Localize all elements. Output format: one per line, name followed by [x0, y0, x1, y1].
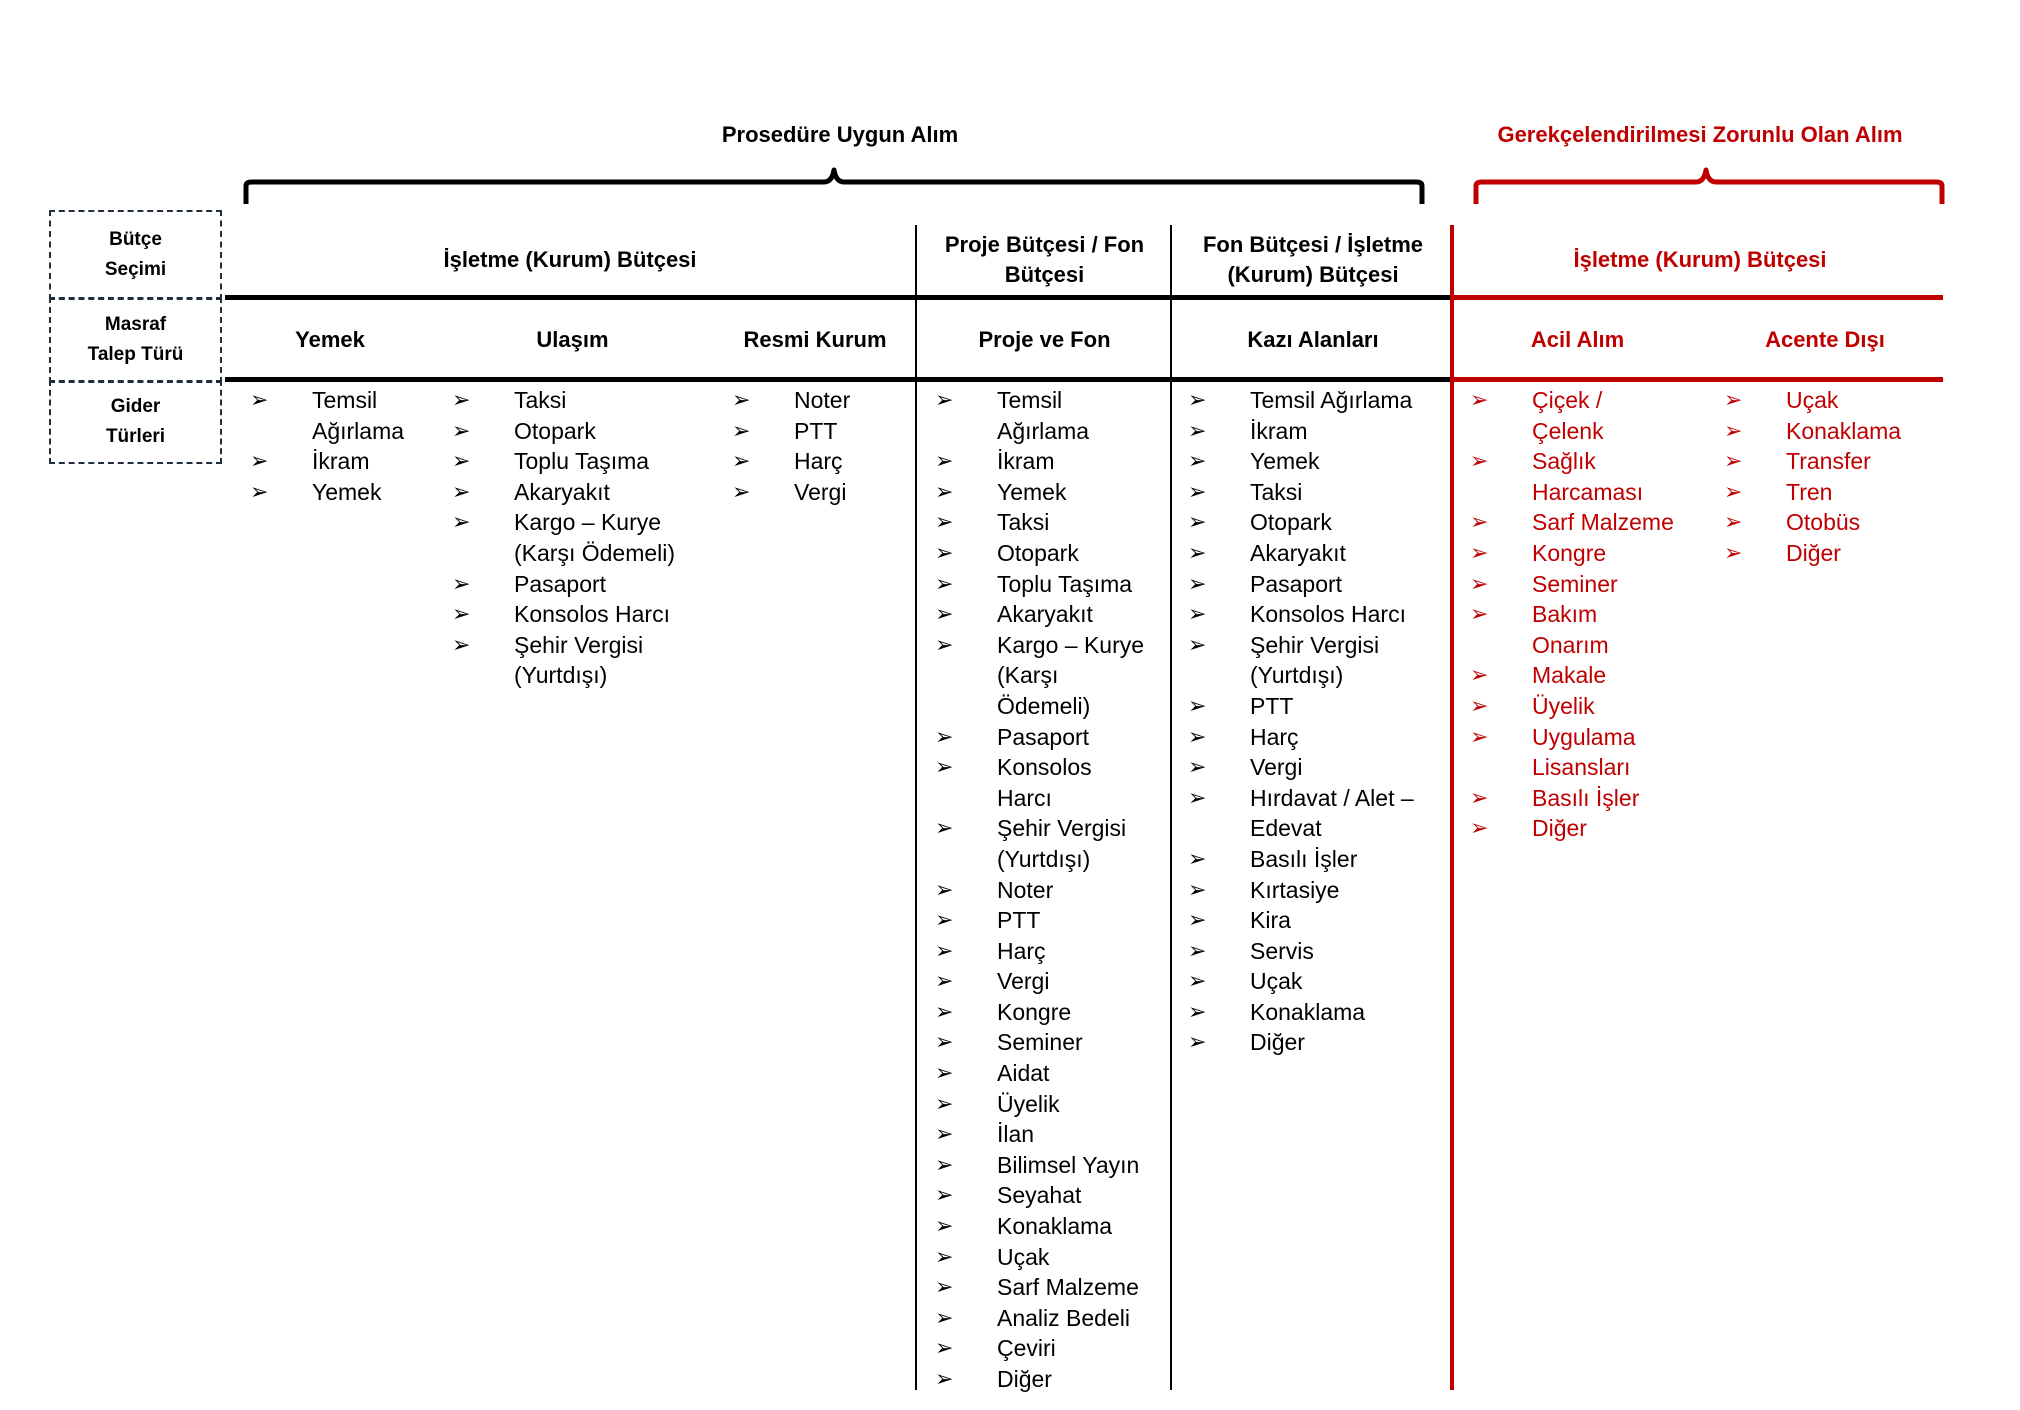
list-item-text: Onarım	[1532, 631, 1609, 658]
list-item-text: Akaryakıt	[1250, 539, 1346, 566]
list-item-text: Otobüs	[1786, 509, 1861, 536]
list-item-text: Şehir Vergisi	[997, 815, 1127, 842]
request-header-excavation: Kazı Alanları	[1247, 327, 1379, 352]
list-item-text: Konsolos Harcı	[1250, 601, 1406, 628]
list-item-text: Konaklama	[997, 1213, 1113, 1240]
arrow-bullet-icon: ➢	[1188, 1029, 1207, 1055]
list-item-text: Taksi	[1250, 478, 1303, 505]
budget-header-fund-operating	[1173, 225, 1453, 295]
list-item-text: Akaryakıt	[514, 478, 610, 505]
list-item	[935, 1333, 1170, 1364]
list-item-text: Harcı	[997, 784, 1052, 811]
arrow-bullet-icon: ➢	[1470, 662, 1489, 688]
list-item-text: PTT	[1250, 692, 1294, 719]
list-item-text: Kira	[1250, 907, 1291, 934]
list-item	[1188, 507, 1448, 538]
arrow-bullet-icon: ➢	[1188, 784, 1207, 810]
arrow-bullet-icon: ➢	[1470, 448, 1489, 474]
arrow-bullet-icon: ➢	[935, 539, 954, 565]
arrow-bullet-icon: ➢	[935, 937, 954, 963]
rule-request-row	[225, 377, 1453, 382]
arrow-bullet-icon: ➢	[935, 1366, 954, 1391]
list-item	[935, 569, 1170, 600]
arrow-bullet-icon: ➢	[1470, 692, 1489, 718]
list-item-text: Diğer	[1532, 815, 1587, 842]
request-header-project: Proje ve Fon	[978, 327, 1111, 352]
list-item-text: Üyelik	[997, 1090, 1060, 1117]
list-item	[1188, 722, 1448, 753]
list-item	[935, 966, 1170, 997]
divider-operating-project	[915, 225, 917, 1390]
list-item-text: Basılı İşler	[1250, 845, 1358, 872]
arrow-bullet-icon: ➢	[1188, 998, 1207, 1024]
list-item-text: Üyelik	[1532, 692, 1595, 719]
list-item-text: (Karşı Ödemeli)	[514, 539, 676, 566]
arrow-bullet-icon: ➢	[1724, 539, 1743, 565]
list-item	[1724, 538, 1944, 569]
list-item-text: PTT	[997, 907, 1041, 934]
list-item	[250, 446, 440, 477]
list-item	[935, 1119, 1170, 1150]
list-item	[250, 385, 440, 446]
arrow-bullet-icon: ➢	[452, 478, 471, 504]
list-transport	[452, 385, 702, 691]
list-item	[1188, 691, 1448, 722]
arrow-bullet-icon: ➢	[1188, 539, 1207, 565]
rule-budget-row	[225, 295, 1453, 300]
arrow-bullet-icon: ➢	[935, 387, 954, 412]
request-header-transport: Ulaşım	[536, 327, 609, 352]
arrow-bullet-icon: ➢	[935, 1335, 954, 1361]
arrow-bullet-icon: ➢	[1188, 876, 1207, 902]
arrow-bullet-icon: ➢	[452, 601, 471, 627]
request-header-official: Resmi Kurum	[743, 327, 887, 352]
list-item	[1188, 844, 1448, 875]
brace-compliant	[240, 166, 1430, 206]
list-item-text: Servis	[1250, 937, 1314, 964]
list-item-text: Konsolos Harcı	[514, 601, 670, 628]
list-item-text: Otopark	[514, 417, 596, 444]
list-item-text: Çelenk	[1532, 417, 1604, 444]
arrow-bullet-icon: ➢	[1724, 478, 1743, 504]
list-item-text: Konaklama	[1786, 417, 1902, 444]
list-item-text: Diğer	[1250, 1029, 1305, 1056]
list-item-text: Toplu Taşıma	[997, 570, 1133, 597]
arrow-bullet-icon: ➢	[1470, 570, 1489, 596]
header-line: Fon Bütçesi / İşletme	[1202, 232, 1424, 257]
list-item-text: Çiçek /	[1532, 387, 1603, 413]
list-item	[1724, 507, 1944, 538]
request-header-non-agency: Acente Dışı	[1765, 327, 1885, 352]
request-header-meal: Yemek	[295, 327, 365, 352]
list-item-text: Yemek	[997, 478, 1067, 505]
list-item-text: Pasaport	[997, 723, 1090, 750]
arrow-bullet-icon: ➢	[250, 387, 269, 412]
list-item-text: Seminer	[997, 1029, 1083, 1056]
list-item	[1724, 446, 1944, 477]
list-item-text: Şehir Vergisi	[514, 631, 644, 658]
arrow-bullet-icon: ➢	[1188, 570, 1207, 596]
list-urgent	[1470, 385, 1705, 844]
arrow-bullet-icon: ➢	[935, 478, 954, 504]
list-item-text: Seminer	[1532, 570, 1618, 597]
list-item-text: Basılı İşler	[1532, 784, 1640, 811]
list-item	[452, 446, 702, 477]
list-item-text: Diğer	[997, 1366, 1052, 1392]
list-item	[1188, 752, 1448, 783]
list-item-text: Çeviri	[997, 1335, 1056, 1362]
list-item-text: (Yurtdışı)	[997, 845, 1091, 872]
list-item	[935, 599, 1170, 630]
list-item	[1188, 783, 1448, 844]
legend-budget-selection	[49, 210, 222, 300]
legend-request-type	[49, 297, 222, 383]
arrow-bullet-icon: ➢	[1188, 907, 1207, 933]
list-item	[1724, 416, 1944, 447]
list-item	[1470, 813, 1705, 844]
list-item-text: Uygulama	[1532, 723, 1636, 750]
list-item-text: (Yurtdışı)	[514, 662, 608, 689]
list-item	[935, 446, 1170, 477]
arrow-bullet-icon: ➢	[935, 1060, 954, 1086]
list-item	[935, 538, 1170, 569]
list-meal	[250, 385, 440, 507]
list-item-text: Bilimsel Yayın	[997, 1151, 1140, 1178]
legend-line: Masraf	[104, 314, 167, 335]
list-item	[1188, 997, 1448, 1028]
arrow-bullet-icon: ➢	[452, 448, 471, 474]
list-item-text: Ödemeli)	[997, 692, 1091, 719]
list-item-text: Edevat	[1250, 815, 1322, 842]
list-item-text: Noter	[794, 387, 851, 413]
arrow-bullet-icon: ➢	[935, 1274, 954, 1300]
budget-header-operating: İşletme (Kurum) Bütçesi	[443, 247, 697, 272]
list-item	[935, 875, 1170, 906]
arrow-bullet-icon: ➢	[1188, 631, 1207, 657]
list-item	[1470, 722, 1705, 783]
arrow-bullet-icon: ➢	[935, 448, 954, 474]
divider-project-excavation	[1170, 225, 1172, 1390]
legend-line: Türleri	[105, 426, 166, 447]
list-item	[1188, 875, 1448, 906]
arrow-bullet-icon: ➢	[935, 570, 954, 596]
list-item-text: Transfer	[1786, 448, 1871, 475]
list-item-text: Harcaması	[1532, 478, 1644, 505]
list-item-text: Vergi	[794, 478, 847, 505]
list-item-text: (Yurtdışı)	[1250, 662, 1344, 689]
list-item-text: Ağırlama	[312, 417, 405, 444]
list-item	[1470, 538, 1705, 569]
arrow-bullet-icon: ➢	[1470, 387, 1489, 412]
list-item	[935, 936, 1170, 967]
arrow-bullet-icon: ➢	[1188, 723, 1207, 749]
list-item	[935, 1027, 1170, 1058]
arrow-bullet-icon: ➢	[935, 1304, 954, 1330]
list-item-text: Hırdavat / Alet –	[1250, 784, 1414, 811]
arrow-bullet-icon: ➢	[1188, 937, 1207, 963]
list-item-text: Bakım	[1532, 601, 1598, 628]
list-item-text: Kongre	[997, 998, 1072, 1025]
legend-line: Bütçe	[109, 229, 162, 250]
arrow-bullet-icon: ➢	[1188, 387, 1207, 412]
list-item	[935, 752, 1170, 813]
list-item	[1470, 569, 1705, 600]
header-line: Bütçesi	[1004, 262, 1085, 287]
arrow-bullet-icon: ➢	[1188, 478, 1207, 504]
list-item-text: Sarf Malzeme	[997, 1274, 1139, 1301]
arrow-bullet-icon: ➢	[250, 448, 269, 474]
list-item-text: Uçak	[1250, 968, 1303, 995]
arrow-bullet-icon: ➢	[1724, 509, 1743, 535]
brace-justified	[1470, 166, 1950, 206]
list-item	[935, 1150, 1170, 1181]
list-item	[935, 1272, 1170, 1303]
list-item-text: Kongre	[1532, 539, 1607, 566]
list-item	[452, 477, 702, 508]
header-line: Proje Bütçesi / Fon	[944, 232, 1145, 257]
legend-line: Talep Türü	[87, 344, 184, 365]
legend-line: Seçimi	[104, 259, 167, 280]
list-item	[1724, 385, 1944, 416]
arrow-bullet-icon: ➢	[935, 968, 954, 994]
list-item	[935, 507, 1170, 538]
list-item	[935, 477, 1170, 508]
header-line: (Kurum) Bütçesi	[1227, 262, 1399, 287]
arrow-bullet-icon: ➢	[1188, 845, 1207, 871]
arrow-bullet-icon: ➢	[935, 815, 954, 841]
list-item	[935, 813, 1170, 874]
arrow-bullet-icon: ➢	[732, 387, 751, 412]
arrow-bullet-icon: ➢	[452, 387, 471, 412]
list-item-text: Şehir Vergisi	[1250, 631, 1380, 658]
list-item	[1188, 599, 1448, 630]
list-item-text: Taksi	[997, 509, 1050, 536]
list-item	[1188, 1027, 1448, 1058]
arrow-bullet-icon: ➢	[1470, 539, 1489, 565]
list-item-text: Otopark	[1250, 509, 1332, 536]
list-item-text: Yemek	[1250, 448, 1320, 475]
list-item-text: Vergi	[1250, 754, 1303, 781]
list-item-text: Makale	[1532, 662, 1607, 689]
list-item-text: PTT	[794, 417, 838, 444]
list-item	[1188, 477, 1448, 508]
list-item	[935, 1364, 1170, 1395]
list-item	[935, 1058, 1170, 1089]
arrow-bullet-icon: ➢	[935, 1182, 954, 1208]
budget-header-operating-red: İşletme (Kurum) Bütçesi	[1573, 247, 1827, 272]
group-title-justified: Gerekçelendirilmesi Zorunlu Olan Alım	[1497, 122, 1903, 147]
list-item-text: Lisansları	[1532, 754, 1631, 781]
group-title-compliant: Prosedüre Uygun Alım	[721, 122, 959, 147]
arrow-bullet-icon: ➢	[935, 1090, 954, 1116]
list-item	[1470, 446, 1705, 507]
list-item-text: (Karşı	[997, 662, 1059, 689]
divider-compliant-justified	[1450, 225, 1454, 1390]
list-item-text: İlan	[997, 1121, 1035, 1148]
arrow-bullet-icon: ➢	[935, 631, 954, 657]
list-item	[935, 630, 1170, 722]
list-item	[452, 416, 702, 447]
list-item	[1188, 446, 1448, 477]
list-item-text: Temsil Ağırlama	[1250, 387, 1413, 413]
list-item	[935, 1211, 1170, 1242]
list-item	[935, 1089, 1170, 1120]
list-item	[1470, 385, 1705, 446]
list-item	[1724, 477, 1944, 508]
list-item	[250, 477, 440, 508]
arrow-bullet-icon: ➢	[935, 1243, 954, 1269]
arrow-bullet-icon: ➢	[935, 1151, 954, 1177]
list-item-text: Ağırlama	[997, 417, 1090, 444]
arrow-bullet-icon: ➢	[1188, 509, 1207, 535]
list-item-text: Vergi	[997, 968, 1050, 995]
arrow-bullet-icon: ➢	[732, 417, 751, 443]
arrow-bullet-icon: ➢	[1470, 601, 1489, 627]
list-item-text: Diğer	[1786, 539, 1841, 566]
arrow-bullet-icon: ➢	[1724, 387, 1743, 412]
arrow-bullet-icon: ➢	[935, 907, 954, 933]
list-item-text: Konsolos	[997, 754, 1092, 781]
arrow-bullet-icon: ➢	[1724, 448, 1743, 474]
list-item	[452, 569, 702, 600]
legend-expense-types	[49, 380, 222, 464]
list-item	[935, 1303, 1170, 1334]
list-item-text: Tren	[1786, 478, 1833, 505]
arrow-bullet-icon: ➢	[935, 723, 954, 749]
arrow-bullet-icon: ➢	[732, 448, 751, 474]
list-item	[1470, 783, 1705, 814]
rule-request-row-red	[1453, 377, 1943, 382]
arrow-bullet-icon: ➢	[1188, 448, 1207, 474]
arrow-bullet-icon: ➢	[935, 509, 954, 535]
arrow-bullet-icon: ➢	[250, 478, 269, 504]
arrow-bullet-icon: ➢	[452, 417, 471, 443]
list-item	[1188, 966, 1448, 997]
list-item-text: Temsil	[312, 387, 378, 413]
arrow-bullet-icon: ➢	[1724, 417, 1743, 443]
arrow-bullet-icon: ➢	[935, 1121, 954, 1147]
list-item-text: Temsil	[997, 387, 1063, 413]
list-item	[1470, 507, 1705, 538]
legend-line: Gider	[110, 396, 161, 417]
list-item	[732, 385, 912, 416]
list-item	[935, 1180, 1170, 1211]
list-item-text: Harç	[1250, 723, 1299, 750]
list-item	[732, 416, 912, 447]
list-item-text: Kırtasiye	[1250, 876, 1340, 903]
list-item	[1188, 936, 1448, 967]
arrow-bullet-icon: ➢	[1188, 754, 1207, 780]
arrow-bullet-icon: ➢	[935, 876, 954, 902]
list-item	[1470, 691, 1705, 722]
list-item-text: Uçak	[997, 1243, 1050, 1270]
arrow-bullet-icon: ➢	[1188, 417, 1207, 443]
list-item	[452, 599, 702, 630]
list-project	[935, 385, 1170, 1395]
list-item-text: Sağlık	[1532, 448, 1596, 475]
list-item	[935, 905, 1170, 936]
arrow-bullet-icon: ➢	[935, 754, 954, 780]
list-item	[1470, 599, 1705, 660]
list-item-text: Harç	[997, 937, 1046, 964]
arrow-bullet-icon: ➢	[452, 570, 471, 596]
request-header-urgent: Acil Alım	[1530, 327, 1625, 352]
arrow-bullet-icon: ➢	[1188, 968, 1207, 994]
list-item-text: İkram	[997, 448, 1055, 475]
list-item-text: İkram	[312, 448, 370, 475]
list-item	[1188, 569, 1448, 600]
list-item	[1188, 630, 1448, 691]
arrow-bullet-icon: ➢	[935, 1029, 954, 1055]
list-non-agency	[1724, 385, 1944, 569]
list-item-text: Uçak	[1786, 387, 1839, 413]
list-item-text: Taksi	[514, 387, 567, 413]
budget-header-project-fund	[917, 225, 1172, 295]
arrow-bullet-icon: ➢	[452, 509, 471, 535]
arrow-bullet-icon: ➢	[1470, 723, 1489, 749]
list-item-text: Kargo – Kurye	[514, 509, 662, 536]
list-item	[1188, 905, 1448, 936]
list-item-text: Otopark	[997, 539, 1079, 566]
list-item-text: Kargo – Kurye	[997, 631, 1145, 658]
list-item	[1470, 660, 1705, 691]
list-item	[452, 507, 702, 568]
arrow-bullet-icon: ➢	[452, 631, 471, 657]
arrow-bullet-icon: ➢	[1470, 815, 1489, 841]
list-item	[452, 630, 702, 691]
arrow-bullet-icon: ➢	[935, 1213, 954, 1239]
list-item	[1188, 385, 1448, 416]
list-item-text: Seyahat	[997, 1182, 1082, 1209]
list-item-text: Noter	[997, 876, 1054, 903]
list-official	[732, 385, 912, 507]
list-item-text: Toplu Taşıma	[514, 448, 650, 475]
list-item	[935, 722, 1170, 753]
list-item	[935, 385, 1170, 446]
list-item	[1188, 538, 1448, 569]
arrow-bullet-icon: ➢	[1470, 784, 1489, 810]
list-item-text: Aidat	[997, 1060, 1050, 1087]
list-item	[935, 997, 1170, 1028]
list-item-text: Sarf Malzeme	[1532, 509, 1674, 536]
arrow-bullet-icon: ➢	[732, 478, 751, 504]
list-item-text: Pasaport	[514, 570, 607, 597]
rule-budget-row-red	[1453, 295, 1943, 300]
list-item-text: İkram	[1250, 417, 1308, 444]
list-item-text: Pasaport	[1250, 570, 1343, 597]
list-item-text: Akaryakıt	[997, 601, 1093, 628]
arrow-bullet-icon: ➢	[1188, 692, 1207, 718]
arrow-bullet-icon: ➢	[935, 601, 954, 627]
arrow-bullet-icon: ➢	[1470, 509, 1489, 535]
list-item	[732, 477, 912, 508]
list-item-text: Konaklama	[1250, 998, 1366, 1025]
list-item-text: Yemek	[312, 478, 382, 505]
list-item	[1188, 416, 1448, 447]
arrow-bullet-icon: ➢	[1188, 601, 1207, 627]
list-item	[935, 1242, 1170, 1273]
arrow-bullet-icon: ➢	[935, 998, 954, 1024]
list-item-text: Harç	[794, 448, 843, 475]
list-excavation	[1188, 385, 1448, 1058]
list-item-text: Analiz Bedeli	[997, 1304, 1130, 1331]
list-item	[732, 446, 912, 477]
list-item	[452, 385, 702, 416]
